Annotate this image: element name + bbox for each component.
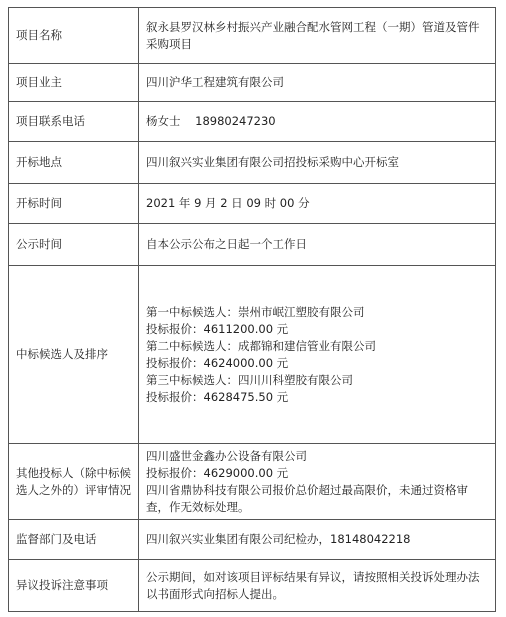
candidate-3-price: 投标报价：4628475.50 元: [146, 389, 289, 404]
row-value: 四川沪华工程建筑有限公司: [139, 64, 496, 102]
table-row-contact-phone: [9, 102, 496, 142]
row-value: 公示期间，如对该项目评标结果有异议，请按照相关投诉处理办法以书面形式向招标人提出。: [139, 560, 496, 612]
row-label: 开标地点: [9, 142, 139, 184]
table-row-supervision: [9, 520, 496, 560]
row-value: [139, 444, 496, 520]
row-label: 项目名称: [9, 8, 139, 64]
row-value: [139, 266, 496, 444]
row-label: 项目业主: [9, 64, 139, 102]
table-row-publicity-period: [9, 224, 496, 266]
row-value: 叙永县罗汉林乡村振兴产业融合配水管网工程（一期）管道及管件采购项目: [139, 8, 496, 64]
table-row-project-name: [9, 8, 496, 64]
row-value: 四川叙兴实业集团有限公司纪检办，18148042218: [139, 520, 496, 560]
row-value: 2021 年 9 月 2 日 09 时 00 分: [139, 184, 496, 224]
row-label: 其他投标人（除中标候选人之外的）评审情况: [9, 444, 139, 520]
table-row-other-bidders: [9, 444, 496, 520]
row-label: 中标候选人及排序: [9, 266, 139, 444]
row-value: 自本公示公布之日起一个工作日: [139, 224, 496, 266]
row-label: 异议投诉注意事项: [9, 560, 139, 612]
table-row-opening-location: [9, 142, 496, 184]
row-value: 四川叙兴实业集团有限公司招投标采购中心开标室: [139, 142, 496, 184]
row-value: 杨女士 18980247230: [139, 102, 496, 142]
table-row-opening-time: [9, 184, 496, 224]
bid-result-table: [8, 7, 496, 612]
other-bidder-1-name: 四川盛世金鑫办公设备有限公司: [146, 448, 307, 463]
row-label: 监督部门及电话: [9, 520, 139, 560]
row-label: 项目联系电话: [9, 102, 139, 142]
candidate-2-price: 投标报价：4624000.00 元: [146, 355, 289, 370]
candidate-3-name: 第三中标候选人：四川川科塑胶有限公司: [146, 372, 353, 387]
table-row-winning-candidates: [9, 266, 496, 444]
candidate-1-price: 投标报价：4611200.00 元: [146, 321, 289, 336]
row-label: 开标时间: [9, 184, 139, 224]
other-bidder-1-price: 投标报价：4629000.00 元: [146, 465, 289, 480]
row-label: 公示时间: [9, 224, 139, 266]
other-bidder-2-note: 四川省鼎协科技有限公司报价总价超过最高限价，未通过资格审查，作无效标处理。: [146, 482, 468, 514]
table-row-objection-notes: [9, 560, 496, 612]
candidate-1-name: 第一中标候选人：崇州市岷江塑胶有限公司: [146, 304, 365, 319]
table-row-project-owner: [9, 64, 496, 102]
candidate-2-name: 第二中标候选人：成都锦和建信管业有限公司: [146, 338, 376, 353]
